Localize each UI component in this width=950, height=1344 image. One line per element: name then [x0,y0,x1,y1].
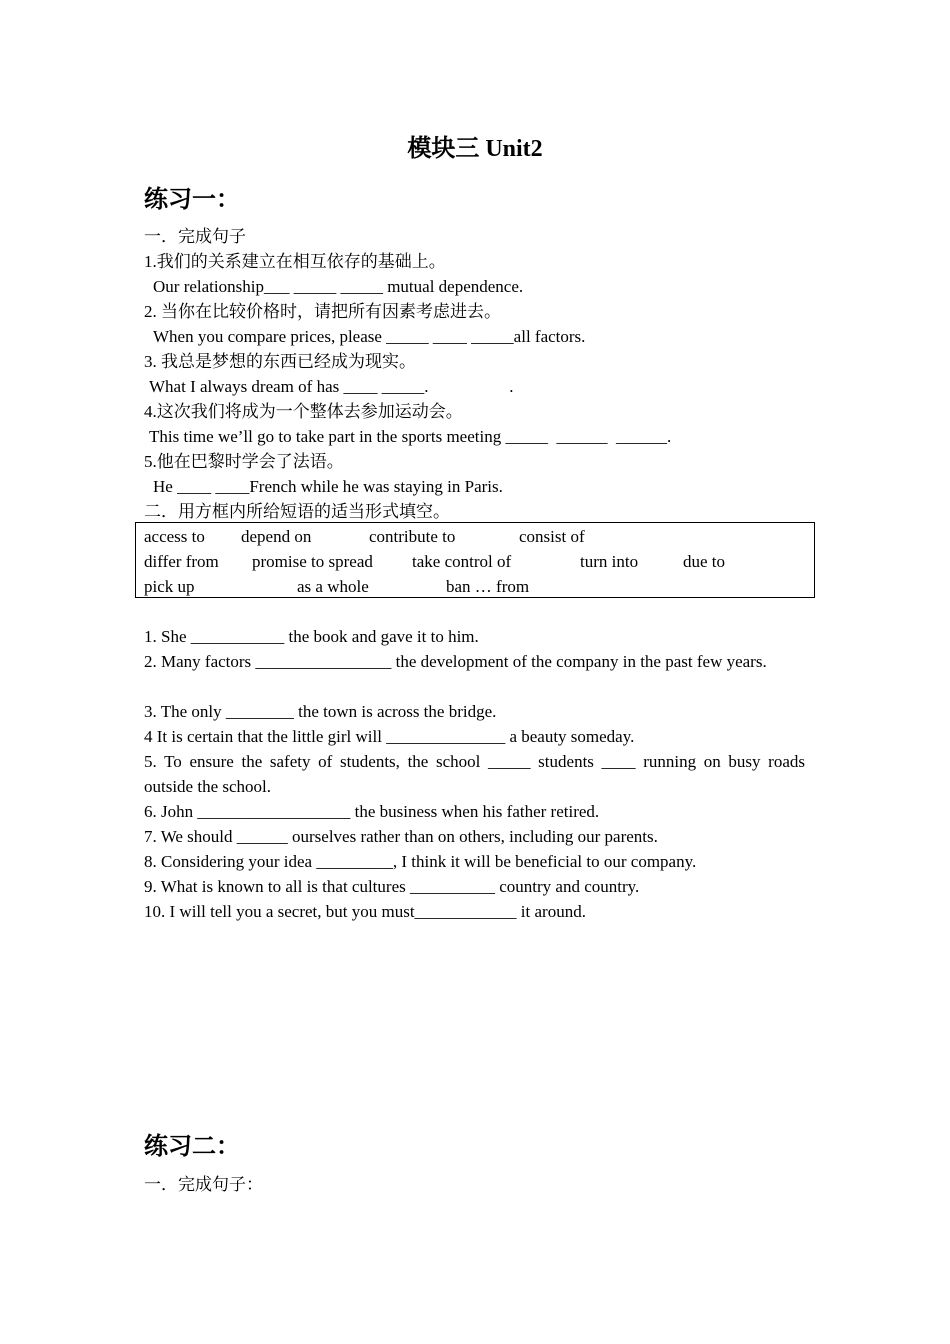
phrase-box [135,522,815,598]
part-a-heading: 一．完成句子 [144,227,246,246]
sentence-3-chinese: 3. 我总是梦想的东西已经成为现实。 [144,352,416,371]
fill-sentence-9: 9. What is known to all is that cultures __________ country and country. [144,877,640,896]
phrase-ban-from: ban … from [446,577,530,596]
phrase-differ-from: differ from [144,552,219,571]
sentence-5-chinese: 5.他在巴黎时学会了法语。 [144,452,344,471]
sentence-2-english: When you compare prices, please _____ ____ _____all factors. [153,327,586,346]
phrase-consist-of: consist of [519,527,585,546]
fill-sentence-4: 4 It is certain that the little girl will ______________ a beauty someday. [144,727,635,746]
fill-sentence-5: 5. To ensure the safety of students, the school _____ students ____ running on busy roads outside the school. [144,752,805,796]
phrase-depend-on: depend on [241,527,312,546]
page-title: 模块三 Unit2 [407,136,543,162]
sentence-2-chinese: 2. 当你在比较价格时，请把所有因素考虑进去。 [144,302,501,321]
sentence-4-english: This time we’ll go to take part in the sports meeting _____ ______ ______. [149,427,672,446]
sentence-5-english: He ____ ____French while he was staying in Paris. [153,477,503,496]
exercise1-heading: 练习一： [144,187,240,213]
phrase-turn-into: turn into [580,552,639,571]
fill-sentence-1: 1. She ___________ the book and gave it to him. [144,627,479,646]
sentence-1-english: Our relationship___ _____ _____ mutual dependence. [153,277,524,296]
sentence-3-english: What I always dream of has ____ _____. . [149,377,514,396]
fill-sentence-10: 10. I will tell you a secret, but you must____________ it around. [144,902,586,921]
exercise2-heading: 练习二： [144,1134,240,1160]
sentence-1-chinese: 1.我们的关系建立在相互依存的基础上。 [144,252,446,271]
phrase-take-control-of: take control of [412,552,512,571]
phrase-as-a-whole: as a whole [297,577,369,596]
fill-sentence-2: 2. Many factors ________________ the development of the company in the past few years. [144,652,767,671]
part-b-heading: 二．用方框内所给短语的适当形式填空。 [144,502,450,521]
sentence-4-chinese: 4.这次我们将成为一个整体去参加运动会。 [144,402,463,421]
phrase-access-to: access to [144,527,205,546]
fill-sentence-8: 8. Considering your idea _________, I think it will be beneficial to our company. [144,852,697,871]
phrase-contribute-to: contribute to [369,527,456,546]
phrase-pick-up: pick up [144,577,195,596]
phrase-due-to: due to [683,552,726,571]
exercise2-part-a-heading: 一．完成句子： [144,1175,263,1194]
fill-sentence-3: 3. The only ________ the town is across the bridge. [144,702,497,721]
fill-sentence-7: 7. We should ______ ourselves rather than on others, including our parents. [144,827,658,846]
fill-sentence-6: 6. John __________________ the business when his father retired. [144,802,600,821]
phrase-promise-to-spread: promise to spread [252,552,373,571]
